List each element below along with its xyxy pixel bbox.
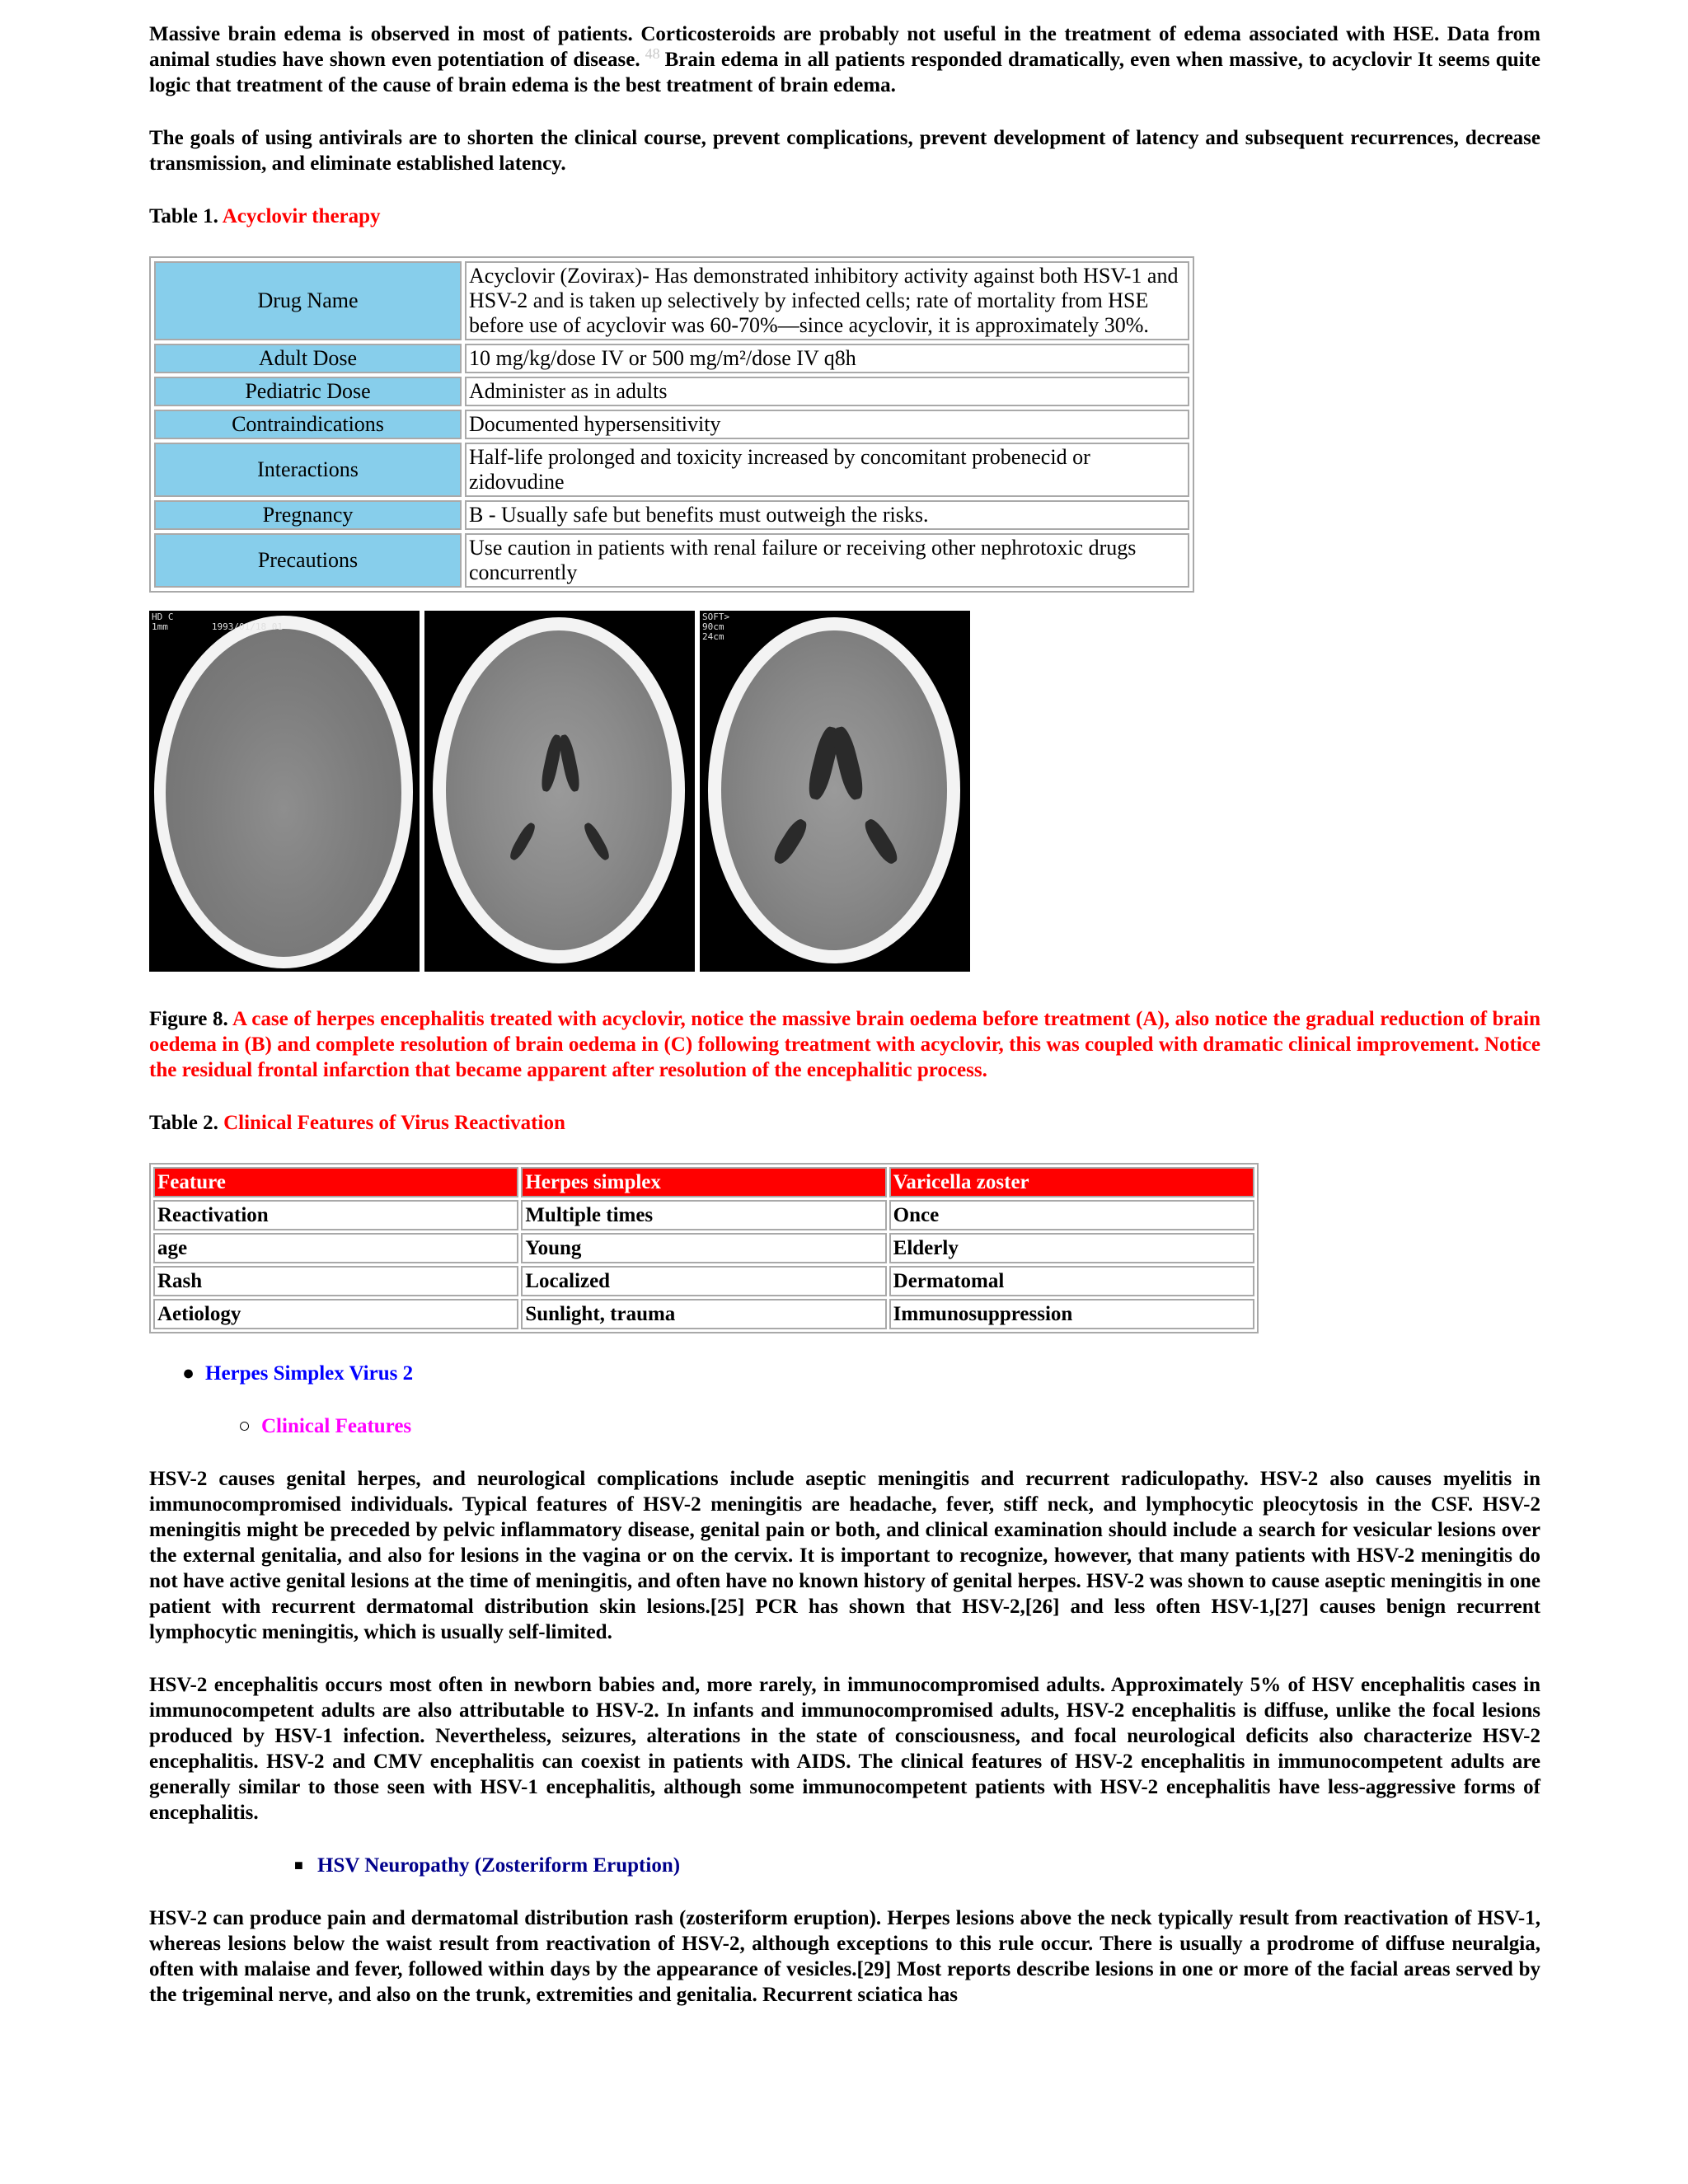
table2-cell: Rash bbox=[153, 1266, 518, 1296]
table1-row bbox=[154, 410, 1189, 439]
paragraph-hsv2-encephalitis: HSV-2 encephalitis occurs most often in newborn babies and, more rarely, in immunocompromised adults. Approximately 5% of HSV encephalitis cases in immunocompetent adults are also attributable to HSV-2. In infants and immunocompromised adults, HSV-2 encephalitis is diffuse, unlike the focal lesions produced by HSV-1 infection. Nevertheless, seizures, alterations in the state of consciousness, and focal neurological deficits also characterize HSV-2 encephalitis. HSV-2 and CMV encephalitis can coexist in patients with AIDS. The clinical features of HSV-2 encephalitis in immunocompetent adults are generally similar to those seen with HSV-1 encephalitis, although some immunocompetent patients with HSV-2 encephalitis have less-aggressive forms of encephalitis. bbox=[149, 1674, 1540, 1824]
acyclovir-table bbox=[149, 256, 1194, 593]
virus-reactivation-table bbox=[149, 1163, 1259, 1333]
table2-cell: Immunosuppression bbox=[889, 1299, 1254, 1329]
table2-row bbox=[153, 1233, 1254, 1263]
table2-row bbox=[153, 1299, 1254, 1329]
table1-row bbox=[154, 261, 1189, 340]
paragraph-antiviral-goals: The goals of using antivirals are to shorten the clinical course, prevent complications, prevent development of latency and subsequent recurrences, decrease transmission, and eliminate established latency. bbox=[149, 127, 1540, 175]
table2-header-cell: Herpes simplex bbox=[521, 1167, 886, 1197]
bullet-disc-icon: ● bbox=[182, 1362, 195, 1385]
table2-caption-title: Clinical Features of Virus Reactivation bbox=[223, 1112, 565, 1134]
table2-row bbox=[153, 1200, 1254, 1230]
table1-value-cell: Administer as in adults bbox=[465, 377, 1189, 406]
table1-value-cell: Use caution in patients with renal failure or receiving other nephrotoxic drugs concurrently bbox=[465, 533, 1189, 588]
bullet-clinical-features bbox=[238, 1413, 1540, 1439]
table1-label-cell: Pregnancy bbox=[154, 500, 462, 530]
bullet-circle-icon: ○ bbox=[238, 1415, 251, 1437]
table2-cell: Localized bbox=[521, 1266, 886, 1296]
table1-value-cell: B - Usually safe but benefits must outweigh the risks. bbox=[465, 500, 1189, 530]
table1-label-cell: Interactions bbox=[154, 443, 462, 497]
heading-link-clinical-features[interactable]: Clinical Features bbox=[261, 1415, 412, 1437]
table2-cell: Once bbox=[889, 1200, 1254, 1230]
table1-label-cell: Adult Dose bbox=[154, 344, 462, 373]
ct-scan-b-image bbox=[424, 611, 695, 972]
ct-scan-a-image bbox=[149, 611, 420, 972]
paragraph-hsv2-meningitis: HSV-2 causes genital herpes, and neurological complications include aseptic meningitis and recurrent radiculopathy. HSV-2 also causes myelitis in immunocompromised individuals. Typical features of HSV-2 meningitis are headache, fever, stiff neck, and lymphocytic pleocytosis in the CSF. HSV-2 meningitis might be preceded by pelvic inflammatory disease, genital pain or both, and clinical examination should include a search for vesicular lesions over the external genitalia, and also for lesions in the vagina or on the cervix. It is important to recognize, however, that many patients with HSV-2 meningitis do not have active genital lesions at the time of meningitis, and often have no known history of genital herpes. HSV-2 was shown to cause aseptic meningitis in one patient with recurrent dermatomal distribution skin lesions.[25] PCR has shown that HSV-2,[26] and less often HSV-1,[27] causes benign recurrent lymphocytic meningitis, which is usually self-limited. bbox=[149, 1468, 1540, 1643]
table1-value-cell: Half-life prolonged and toxicity increased by concomitant probenecid or zidovudine bbox=[465, 443, 1189, 497]
table1-row bbox=[154, 443, 1189, 497]
table2-cell: Dermatomal bbox=[889, 1266, 1254, 1296]
table2-row bbox=[153, 1266, 1254, 1296]
table1-caption bbox=[149, 204, 1540, 229]
figure8-caption-prefix: Figure 8. bbox=[149, 1008, 228, 1030]
bullet-herpes-simplex-virus-2 bbox=[182, 1361, 1540, 1386]
table2-caption-prefix: Table 2. bbox=[149, 1112, 218, 1134]
table1-label-cell: Precautions bbox=[154, 533, 462, 588]
table2-header-cell: Feature bbox=[153, 1167, 518, 1197]
table1-row bbox=[154, 377, 1189, 406]
ct-scan-c-header: SOFT> 90cm 24cm bbox=[702, 612, 730, 642]
heading-link-hsv2[interactable]: Herpes Simplex Virus 2 bbox=[205, 1362, 414, 1385]
table2-cell: Reactivation bbox=[153, 1200, 518, 1230]
document-page bbox=[149, 21, 1540, 2035]
table2-cell: Elderly bbox=[889, 1233, 1254, 1263]
table2-cell: age bbox=[153, 1233, 518, 1263]
figure8-caption-text: A case of herpes encephalitis treated with acyclovir, notice the massive brain oedema before treatment (A), also notice the gradual reduction of brain oedema in (B) and complete resolution of brain oedema in (C) following treatment with acyclovir, this was coupled with dramatic clinical improvement. Notice the residual frontal infarction that became apparent after resolution of the encephalitic process. bbox=[149, 1008, 1540, 1081]
ct-scan-c-image bbox=[700, 611, 970, 972]
table1-value-cell: Acyclovir (Zovirax)- Has demonstrated inhibitory activity against both HSV-1 and HSV-2 and is taken up selectively by infected cells; rate of mortality from HSE before use of acyclovir was 60-70%—since acyclovir, it is approximately 30%. bbox=[465, 261, 1189, 340]
table2-cell: Multiple times bbox=[521, 1200, 886, 1230]
paragraph-zosteriform-eruption: HSV-2 can produce pain and dermatomal distribution rash (zosteriform eruption). Herpes lesions above the neck typically result from reactivation of HSV-1, whereas lesions below the waist result from reactivation of HSV-2, although exceptions to this rule occur. There is usually a prodrome of diffuse neuralgia, often with malaise and fever, followed within days by the appearance of vesicles.[29] Most reports describe lesions in one or more of the facial areas served by the trigeminal nerve, and also on the trunk, extremities and genitalia. Recurrent sciatica has bbox=[149, 1907, 1540, 2006]
figure8-caption bbox=[149, 1006, 1540, 1083]
table2-header-row bbox=[153, 1167, 1254, 1197]
ct-scan-a-header: HD C 1mm 1993/01/18 01 bbox=[152, 612, 283, 632]
reference-number[interactable]: 48 bbox=[645, 45, 660, 62]
table2-caption bbox=[149, 1110, 1540, 1136]
table1-value-cell: 10 mg/kg/dose IV or 500 mg/m²/dose IV q8h bbox=[465, 344, 1189, 373]
table2-cell: Sunlight, trauma bbox=[521, 1299, 886, 1329]
ct-scan-figure bbox=[149, 611, 1540, 972]
bullet-hsv-neuropathy bbox=[294, 1853, 1540, 1878]
paragraph-text: Massive brain edema is observed in most of patients. Corticosteroids are probably not useful in the treatment of edema associated with HSE. Data from animal studies have shown even potentiation of disease. bbox=[149, 23, 1540, 71]
table1-row bbox=[154, 500, 1189, 530]
table1-caption-prefix: Table 1. bbox=[149, 205, 218, 227]
paragraph-brain-edema bbox=[149, 21, 1540, 98]
table1-label-cell: Contraindications bbox=[154, 410, 462, 439]
table2-header-cell: Varicella zoster bbox=[889, 1167, 1254, 1197]
table1-label-cell: Pediatric Dose bbox=[154, 377, 462, 406]
table1-row bbox=[154, 344, 1189, 373]
heading-link-hsv-neuropathy[interactable]: HSV Neuropathy (Zosteriform Eruption) bbox=[317, 1854, 681, 1877]
bullet-square-icon: ■ bbox=[294, 1857, 303, 1873]
table1-value-cell: Documented hypersensitivity bbox=[465, 410, 1189, 439]
table2-cell: Aetiology bbox=[153, 1299, 518, 1329]
table1-label-cell: Drug Name bbox=[154, 261, 462, 340]
paragraph-text: Brain edema in all patients responded dramatically, even when massive, to acyclovir It seems quite logic that treatment of the cause of brain edema is the best treatment of brain edema. bbox=[149, 49, 1540, 96]
table1-row bbox=[154, 533, 1189, 588]
table1-caption-title: Acyclovir therapy bbox=[222, 205, 381, 227]
table2-cell: Young bbox=[521, 1233, 886, 1263]
